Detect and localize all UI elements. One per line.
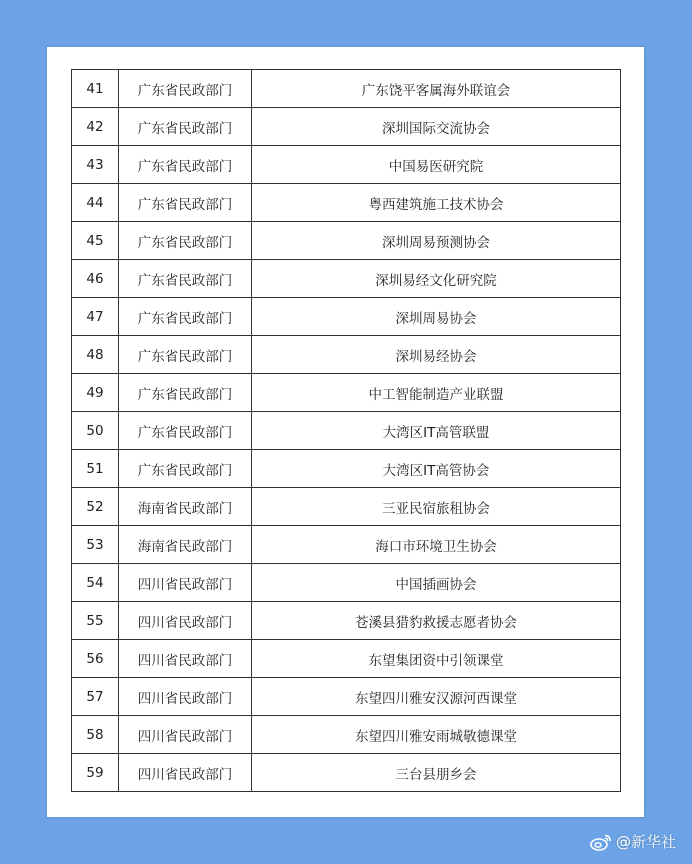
table-row	[72, 754, 621, 792]
department-cell: 广东省民政部门	[119, 146, 252, 184]
row-number: 53	[72, 526, 119, 564]
table-row	[72, 564, 621, 602]
organization-cell: 深圳周易预测协会	[252, 222, 621, 260]
row-number: 43	[72, 146, 119, 184]
weibo-logo-icon	[590, 833, 612, 851]
department-cell: 广东省民政部门	[119, 184, 252, 222]
organization-cell: 中工智能制造产业联盟	[252, 374, 621, 412]
weibo-watermark	[590, 831, 676, 852]
table-row	[72, 488, 621, 526]
department-cell: 海南省民政部门	[119, 526, 252, 564]
watermark-text: @新华社	[615, 833, 676, 851]
organization-cell: 中国插画协会	[252, 564, 621, 602]
department-cell: 海南省民政部门	[119, 488, 252, 526]
organization-cell: 中国易医研究院	[252, 146, 621, 184]
table-row	[72, 184, 621, 222]
organization-cell: 粤西建筑施工技术协会	[252, 184, 621, 222]
organization-cell: 深圳易经协会	[252, 336, 621, 374]
table-row	[72, 412, 621, 450]
organization-cell: 三台县朋乡会	[252, 754, 621, 792]
table-row	[72, 526, 621, 564]
department-cell: 广东省民政部门	[119, 298, 252, 336]
table-row	[72, 602, 621, 640]
department-cell: 广东省民政部门	[119, 222, 252, 260]
row-number: 48	[72, 336, 119, 374]
department-cell: 四川省民政部门	[119, 678, 252, 716]
organization-cell: 深圳国际交流协会	[252, 108, 621, 146]
organization-cell: 大湾区IT高管联盟	[252, 412, 621, 450]
row-number: 42	[72, 108, 119, 146]
row-number: 57	[72, 678, 119, 716]
row-number: 49	[72, 374, 119, 412]
row-number: 44	[72, 184, 119, 222]
table-row	[72, 716, 621, 754]
department-cell: 广东省民政部门	[119, 450, 252, 488]
row-number: 45	[72, 222, 119, 260]
department-cell: 广东省民政部门	[119, 108, 252, 146]
row-number: 59	[72, 754, 119, 792]
table-row	[72, 336, 621, 374]
row-number: 41	[72, 70, 119, 108]
table-row	[72, 70, 621, 108]
department-cell: 广东省民政部门	[119, 412, 252, 450]
table-row	[72, 374, 621, 412]
row-number: 55	[72, 602, 119, 640]
department-cell: 广东省民政部门	[119, 336, 252, 374]
row-number: 56	[72, 640, 119, 678]
row-number: 54	[72, 564, 119, 602]
department-cell: 广东省民政部门	[119, 260, 252, 298]
row-number: 47	[72, 298, 119, 336]
department-cell: 四川省民政部门	[119, 602, 252, 640]
department-cell: 四川省民政部门	[119, 716, 252, 754]
row-number: 58	[72, 716, 119, 754]
organization-cell: 深圳周易协会	[252, 298, 621, 336]
organization-cell: 三亚民宿旅租协会	[252, 488, 621, 526]
row-number: 50	[72, 412, 119, 450]
table-row	[72, 298, 621, 336]
table-row	[72, 450, 621, 488]
department-cell: 四川省民政部门	[119, 564, 252, 602]
organization-cell: 东望四川雅安雨城敬德课堂	[252, 716, 621, 754]
department-cell: 广东省民政部门	[119, 70, 252, 108]
table-row	[72, 260, 621, 298]
table-row	[72, 146, 621, 184]
organization-cell: 广东饶平客属海外联谊会	[252, 70, 621, 108]
table-body	[72, 70, 621, 792]
table-row	[72, 678, 621, 716]
organization-cell: 大湾区IT高管协会	[252, 450, 621, 488]
table-row	[72, 640, 621, 678]
organization-cell: 深圳易经文化研究院	[252, 260, 621, 298]
department-cell: 四川省民政部门	[119, 640, 252, 678]
organization-cell: 东望集团资中引领课堂	[252, 640, 621, 678]
organization-cell: 海口市环境卫生协会	[252, 526, 621, 564]
department-cell: 四川省民政部门	[119, 754, 252, 792]
organization-table	[71, 69, 621, 792]
table-row	[72, 108, 621, 146]
row-number: 52	[72, 488, 119, 526]
organization-cell: 苍溪县猎豹救援志愿者协会	[252, 602, 621, 640]
document-card	[47, 47, 644, 817]
organization-cell: 东望四川雅安汉源河西课堂	[252, 678, 621, 716]
row-number: 51	[72, 450, 119, 488]
department-cell: 广东省民政部门	[119, 374, 252, 412]
row-number: 46	[72, 260, 119, 298]
table-row	[72, 222, 621, 260]
